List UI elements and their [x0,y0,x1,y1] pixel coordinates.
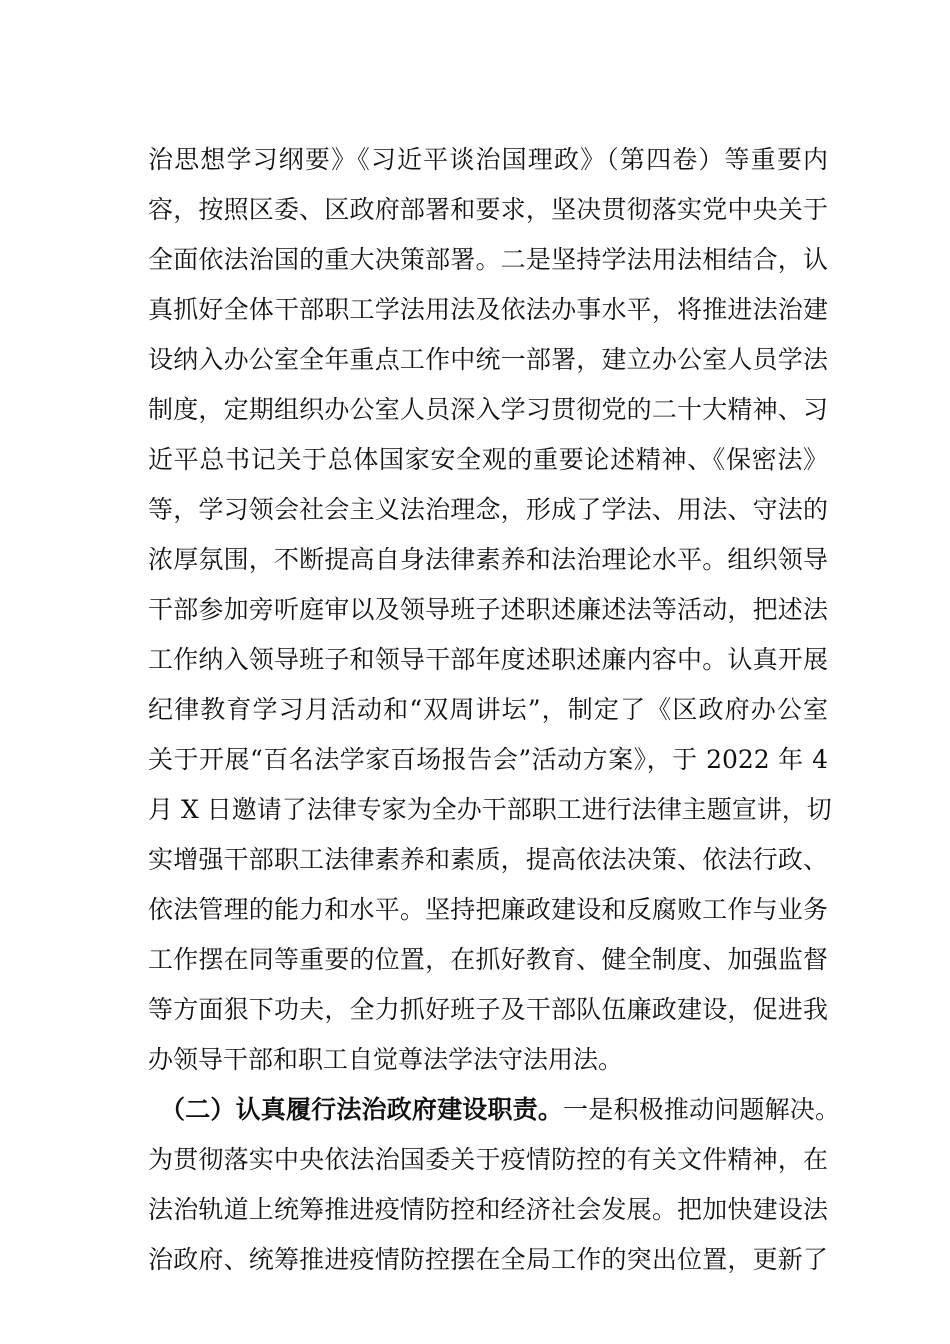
section-heading-rest: 一是积极推动问题解决。 [563,1095,840,1124]
body-text-line: 等，学习领会社会主义法治理念，形成了学法、用法、守法的 [148,495,828,524]
body-text-line: 纪律教育学习月活动和“双周讲坛”，制定了《区政府办公室 [148,695,828,724]
body-text-line: 为贯彻落实中央依法治国委关于疫情防控的有关文件精神，在 [148,1145,828,1174]
body-text-line: 等方面狠下功夫，全力抓好班子及干部队伍廉政建设，促进我 [148,995,828,1024]
body-text-line: 法治轨道上统筹推进疫情防控和经济社会发展。把加快建设法 [148,1195,828,1224]
section-heading: （二）认真履行法治政府建设职责。 [160,1095,564,1124]
body-text-line: 近平总书记关于总体国家安全观的重要论述精神、《保密法》 [148,445,828,474]
body-text-line: 关于开展“百名法学家百场报告会”活动方案》，于 2022 年 4 [148,745,828,774]
body-text-line: 全面依法治国的重大决策部署。二是坚持学法用法相结合，认 [148,245,828,274]
body-text-line: 设纳入办公室全年重点工作中统一部署，建立办公室人员学法 [148,345,828,374]
body-text-line: 月 X 日邀请了法律专家为全办干部职工进行法律主题宣讲，切 [148,795,832,824]
body-text-line: 治思想学习纲要》《习近平谈治国理政》（第四卷）等重要内 [148,145,828,174]
body-text-line: 容，按照区委、区政府部署和要求，坚决贯彻落实党中央关于 [148,195,828,224]
section-heading-line [160,1095,840,1125]
body-text-line: 实增强干部职工法律素养和素质，提高依法决策、依法行政、 [148,845,828,874]
body-text-line: 制度，定期组织办公室人员深入学习贯彻党的二十大精神、习 [148,395,828,424]
body-text-line: 治政府、统筹推进疫情防控摆在全局工作的突出位置，更新了 [148,1245,828,1274]
body-text-line: 办领导干部和职工自觉尊法学法守法用法。 [148,1045,624,1074]
body-text-line: 浓厚氛围，不断提高自身法律素养和法治理论水平。组织领导 [148,545,828,574]
body-text-line: 工作纳入领导班子和领导干部年度述职述廉内容中。认真开展 [148,645,828,674]
body-text-line: 真抓好全体干部职工学法用法及依法办事水平，将推进法治建 [148,295,828,324]
body-text-line: 依法管理的能力和水平。坚持把廉政建设和反腐败工作与业务 [148,895,828,924]
body-text-line: 干部参加旁听庭审以及领导班子述职述廉述法等活动，把述法 [148,595,828,624]
body-text-line: 工作摆在同等重要的位置，在抓好教育、健全制度、加强监督 [148,945,828,974]
